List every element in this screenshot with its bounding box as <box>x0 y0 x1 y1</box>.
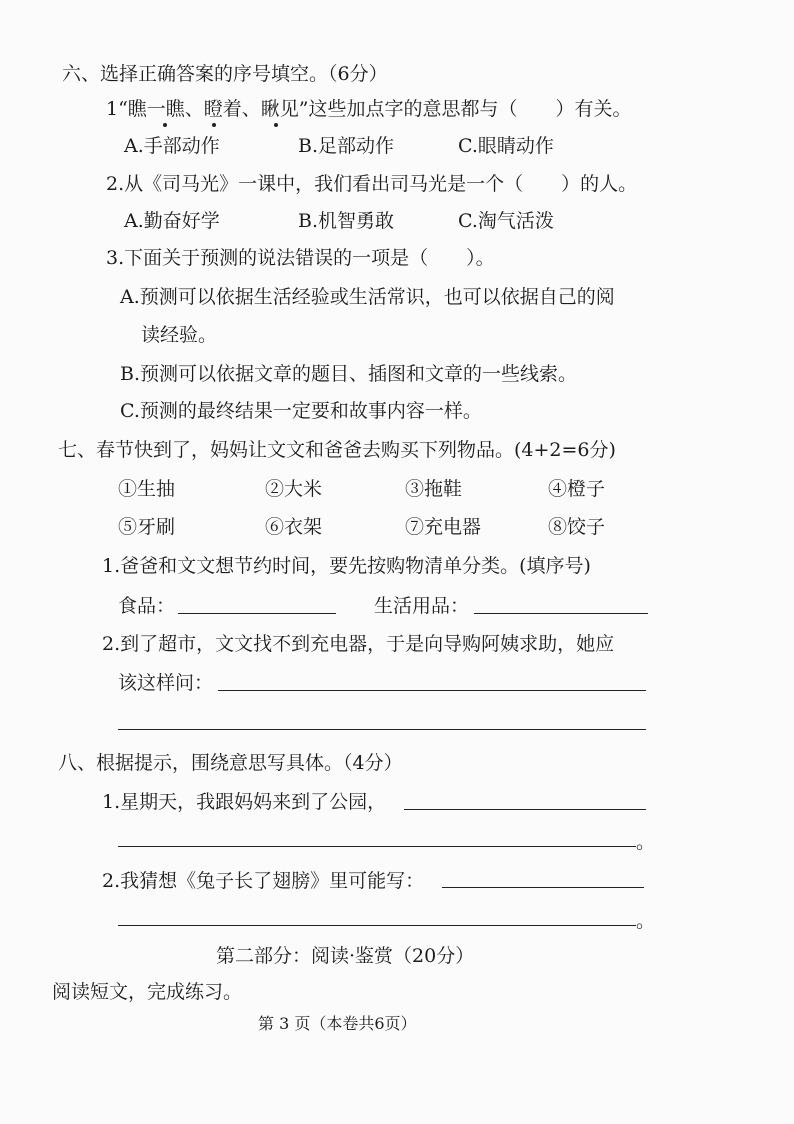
shopping-item: ⑧饺子 <box>548 516 606 538</box>
emphasis-dot <box>163 123 167 127</box>
q6-3-text: 3.下面关于预测的说法错误的一项是（ ）。 <box>106 247 495 269</box>
q8-1-end-mark: 。 <box>636 831 656 853</box>
q6-2-option-b: B.机智勇敢 <box>298 210 395 232</box>
q8-1-answer-blank[interactable] <box>404 809 646 810</box>
daily-goods-label: 生活用品： <box>374 595 470 617</box>
shopping-item: ①生抽 <box>118 478 176 500</box>
q6-2-option-a: A.勤奋好学 <box>124 210 220 232</box>
emphasis-dot <box>212 123 216 127</box>
q8-1-text: 1.星期天，我跟妈妈来到了公园， <box>102 791 387 813</box>
q6-1-option-c: C.眼睛动作 <box>458 135 554 157</box>
q7-2-answer-blank[interactable] <box>218 690 646 691</box>
shopping-item: ⑦充电器 <box>405 516 482 538</box>
page-footer: 第 3 页（本卷共6页） <box>258 1014 417 1033</box>
q6-3-option-b: B.预测可以依据文章的题目、插图和文章的一些线索。 <box>120 363 578 385</box>
shopping-item: ⑤牙刷 <box>118 516 176 538</box>
q6-1-text: 1“瞧一瞧、瞪着、瞅见”这些加点字的意思都与（ ）有关。 <box>106 98 632 120</box>
shopping-item: ②大米 <box>265 478 323 500</box>
q8-2-answer-blank-2[interactable] <box>118 925 636 926</box>
q7-2-line1: 2.到了超市，文文找不到充电器，于是向导购阿姨求助，她应 <box>102 633 615 655</box>
reading-instruction: 阅读短文，完成练习。 <box>52 981 243 1003</box>
q6-3-option-a-line2: 读经验。 <box>141 324 218 346</box>
q7-2-line2: 该这样问： <box>118 672 214 694</box>
q6-1-option-a: A.手部动作 <box>124 135 220 157</box>
q6-2-option-c: C.淘气活泼 <box>458 210 554 232</box>
daily-goods-answer-blank[interactable] <box>474 613 648 614</box>
section-8-title: 八、根据提示，围绕意思写具体。（4分） <box>58 752 403 774</box>
q8-2-text: 2.我猜想《兔子长了翅膀》里可能写： <box>102 870 425 892</box>
q6-3-option-c: C.预测的最终结果一定要和故事内容一样。 <box>120 400 482 422</box>
q6-3-option-a-line1: A.预测可以依据生活经验或生活常识，也可以依据自己的阅 <box>120 286 615 308</box>
shopping-item: ④橙子 <box>548 478 606 500</box>
q8-1-answer-blank-2[interactable] <box>118 846 636 847</box>
shopping-item: ③拖鞋 <box>405 478 463 500</box>
part-2-title: 第二部分：阅读·鉴赏（20分） <box>216 945 475 967</box>
q7-1-text: 1.爸爸和文文想节约时间，要先按购物清单分类。(填序号) <box>102 555 591 577</box>
emphasis-dot <box>274 123 278 127</box>
section-7-title: 七、春节快到了，妈妈让文文和爸爸去购买下列物品。(4+2=6分) <box>58 439 616 461</box>
q7-2-answer-blank-2[interactable] <box>118 729 646 730</box>
shopping-item: ⑥衣架 <box>265 516 323 538</box>
food-label: 食品： <box>118 595 176 617</box>
q8-2-end-mark: 。 <box>636 910 656 932</box>
food-answer-blank[interactable] <box>178 613 336 614</box>
q8-2-answer-blank[interactable] <box>442 887 644 888</box>
q6-1-option-b: B.足部动作 <box>298 135 395 157</box>
q6-2-text: 2.从《司马光》一课中，我们看出司马光是一个（ ）的人。 <box>106 173 638 195</box>
section-6-title: 六、选择正确答案的序号填空。（6分） <box>62 63 388 85</box>
